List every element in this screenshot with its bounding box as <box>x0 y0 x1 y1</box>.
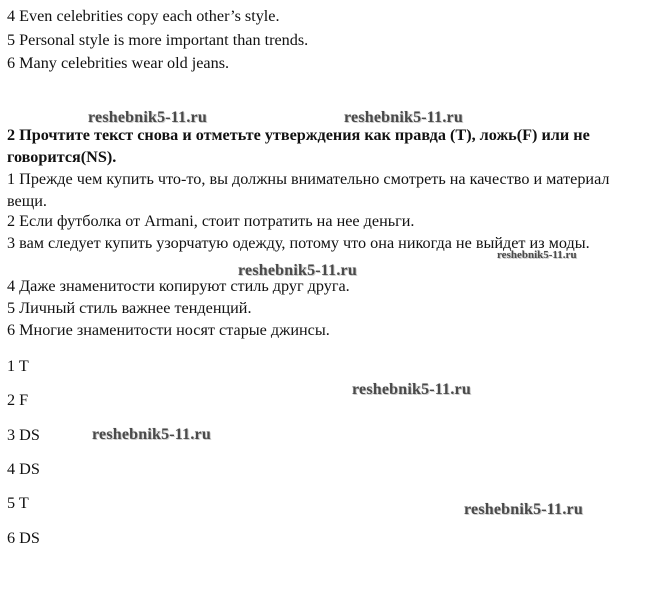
watermark: reshebnik5-11.ru <box>352 381 471 398</box>
answer-6: 6 DS <box>7 529 40 547</box>
answer-1: 1 T <box>7 357 29 375</box>
watermark: reshebnik5-11.ru <box>88 109 207 126</box>
task-statement-3: 3 вам следует купить узорчатую одежду, потому что она никогда не выйдет из моды. <box>7 234 590 252</box>
watermark: reshebnik5-11.ru <box>344 109 463 126</box>
answer-4: 4 DS <box>7 460 40 478</box>
english-statement-6: 6 Many celebrities wear old jeans. <box>7 54 230 72</box>
answer-2: 2 F <box>7 391 29 409</box>
task-statement-5: 5 Личный стиль важнее тенденций. <box>7 299 252 317</box>
watermark: reshebnik5-11.ru <box>92 426 211 443</box>
task-heading: 2 Прочтите текст снова и отметьте утверждения как правда (T), ложь(F) или не говорится(NS). <box>7 126 590 166</box>
watermark: reshebnik5-11.ru <box>497 249 577 261</box>
answer-3: 3 DS <box>7 426 40 444</box>
task-statement-2: 2 Если футболка от Armani, стоит потратить на нее деньги. <box>7 212 415 230</box>
english-statement-4: 4 Even celebrities copy each other’s style. <box>7 7 280 25</box>
answer-5: 5 T <box>7 494 29 512</box>
task-statement-1: 1 Прежде чем купить что-то, вы должны внимательно смотреть на качество и материал вещи. <box>7 170 610 210</box>
task-statement-4: 4 Даже знаменитости копируют стиль друг друга. <box>7 277 350 295</box>
watermark: reshebnik5-11.ru <box>238 262 357 279</box>
english-statement-5: 5 Personal style is more important than trends. <box>7 31 309 49</box>
watermark: reshebnik5-11.ru <box>464 501 583 518</box>
task-statement-6: 6 Многие знаменитости носят старые джинсы. <box>7 321 330 339</box>
